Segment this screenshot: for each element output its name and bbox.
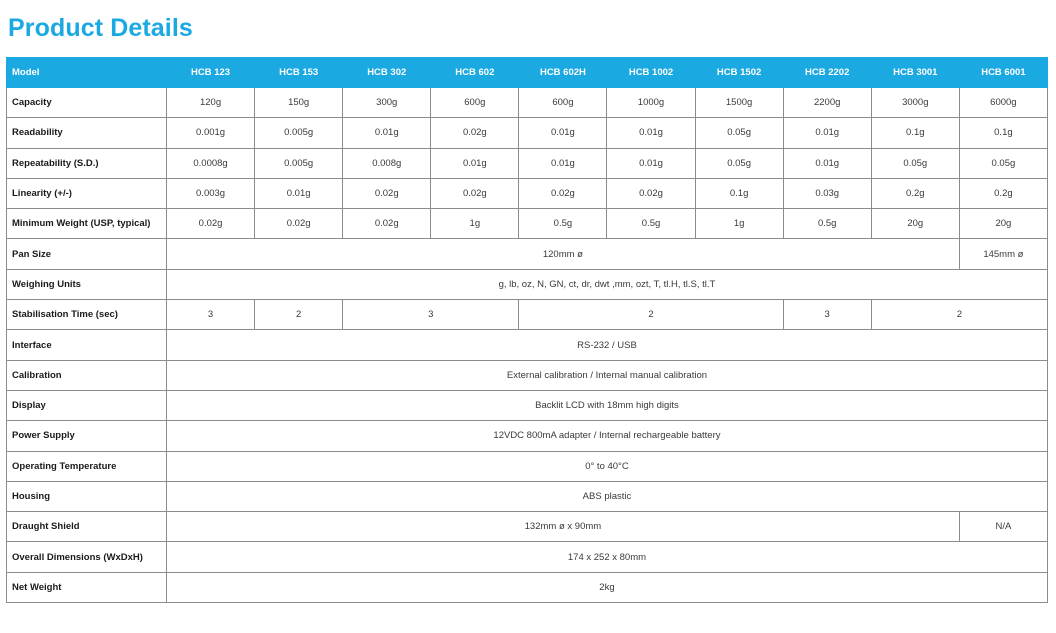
- row-label: Operating Temperature: [7, 451, 167, 481]
- table-cell: 0.5g: [519, 209, 607, 239]
- model-header: HCB 6001: [959, 58, 1047, 88]
- row-label: Stabilisation Time (sec): [7, 300, 167, 330]
- table-cell: 0.005g: [255, 148, 343, 178]
- table-row: [7, 512, 1048, 542]
- table-row: [7, 178, 1048, 208]
- page-title: Product Details: [8, 14, 193, 42]
- table-cell: 0.5g: [607, 209, 695, 239]
- table-cell: 150g: [255, 88, 343, 118]
- table-cell: 2kg: [167, 572, 1048, 602]
- table-cell: 0.05g: [871, 148, 959, 178]
- table-cell: 0.01g: [519, 118, 607, 148]
- model-header: HCB 1502: [695, 58, 783, 88]
- table-cell: 3: [783, 300, 871, 330]
- table-cell: 2: [255, 300, 343, 330]
- row-label: Overall Dimensions (WxDxH): [7, 542, 167, 572]
- table-cell: 0.01g: [431, 148, 519, 178]
- table-cell: 1500g: [695, 88, 783, 118]
- table-cell: 0.1g: [959, 118, 1047, 148]
- table-cell: 0.5g: [783, 209, 871, 239]
- table-cell: 0.03g: [783, 178, 871, 208]
- table-row: [7, 88, 1048, 118]
- table-row: [7, 118, 1048, 148]
- table-cell: Backlit LCD with 18mm high digits: [167, 390, 1048, 420]
- table-row: [7, 542, 1048, 572]
- table-cell: 0.01g: [783, 118, 871, 148]
- row-label: Calibration: [7, 360, 167, 390]
- table-cell: 300g: [343, 88, 431, 118]
- table-cell: g, lb, oz, N, GN, ct, dr, dwt ,mm, ozt, T, tl.H, tl.S, tl.T: [167, 269, 1048, 299]
- row-label: Housing: [7, 481, 167, 511]
- table-cell: 174 x 252 x 80mm: [167, 542, 1048, 572]
- header-row: [7, 58, 1048, 88]
- table-cell: 0.01g: [343, 118, 431, 148]
- table-cell: 0.02g: [431, 178, 519, 208]
- table-cell: 0.01g: [607, 118, 695, 148]
- table-row: [7, 209, 1048, 239]
- table-cell: 145mm ø: [959, 239, 1047, 269]
- table-cell: 1g: [431, 209, 519, 239]
- table-cell: 0.02g: [255, 209, 343, 239]
- table-row: [7, 421, 1048, 451]
- table-cell: 0.05g: [959, 148, 1047, 178]
- table-row: [7, 239, 1048, 269]
- table-cell: 0.02g: [343, 209, 431, 239]
- table-cell: 0.003g: [167, 178, 255, 208]
- table-cell: N/A: [959, 512, 1047, 542]
- table-cell: RS-232 / USB: [167, 330, 1048, 360]
- table-row: [7, 572, 1048, 602]
- model-header: HCB 2202: [783, 58, 871, 88]
- row-label: Capacity: [7, 88, 167, 118]
- row-label: Draught Shield: [7, 512, 167, 542]
- spec-table-body: [7, 88, 1048, 603]
- table-cell: 0.02g: [519, 178, 607, 208]
- table-cell: 1000g: [607, 88, 695, 118]
- table-cell: 0.0008g: [167, 148, 255, 178]
- table-cell: 0.01g: [255, 178, 343, 208]
- table-cell: 3: [167, 300, 255, 330]
- table-cell: 0.005g: [255, 118, 343, 148]
- table-cell: 1g: [695, 209, 783, 239]
- table-cell: ABS plastic: [167, 481, 1048, 511]
- table-cell: 0.008g: [343, 148, 431, 178]
- row-label: Pan Size: [7, 239, 167, 269]
- model-header: HCB 302: [343, 58, 431, 88]
- model-header: HCB 602: [431, 58, 519, 88]
- table-cell: 0.02g: [431, 118, 519, 148]
- table-cell: 3000g: [871, 88, 959, 118]
- table-cell: 120mm ø: [167, 239, 960, 269]
- table-row: [7, 300, 1048, 330]
- table-row: [7, 360, 1048, 390]
- table-cell: 0.05g: [695, 118, 783, 148]
- table-cell: 3: [343, 300, 519, 330]
- table-cell: 0.01g: [783, 148, 871, 178]
- row-label: Minimum Weight (USP, typical): [7, 209, 167, 239]
- table-cell: 2200g: [783, 88, 871, 118]
- table-row: [7, 269, 1048, 299]
- row-label: Display: [7, 390, 167, 420]
- table-cell: 132mm ø x 90mm: [167, 512, 960, 542]
- table-cell: 0.001g: [167, 118, 255, 148]
- table-cell: 600g: [519, 88, 607, 118]
- table-cell: 0.2g: [871, 178, 959, 208]
- table-cell: 0.02g: [607, 178, 695, 208]
- table-cell: 6000g: [959, 88, 1047, 118]
- row-label: Linearity (+/-): [7, 178, 167, 208]
- table-cell: 2: [871, 300, 1047, 330]
- table-cell: 12VDC 800mA adapter / Internal rechargeable battery: [167, 421, 1048, 451]
- table-cell: 0° to 40°C: [167, 451, 1048, 481]
- model-header: HCB 153: [255, 58, 343, 88]
- spec-table: [6, 57, 1048, 603]
- table-cell: 0.01g: [607, 148, 695, 178]
- row-label: Power Supply: [7, 421, 167, 451]
- table-cell: 2: [519, 300, 783, 330]
- table-cell: 120g: [167, 88, 255, 118]
- model-header: HCB 3001: [871, 58, 959, 88]
- table-row: [7, 148, 1048, 178]
- table-cell: 0.1g: [871, 118, 959, 148]
- row-label: Weighing Units: [7, 269, 167, 299]
- table-cell: 20g: [871, 209, 959, 239]
- table-cell: 20g: [959, 209, 1047, 239]
- table-row: [7, 481, 1048, 511]
- row-label: Repeatability (S.D.): [7, 148, 167, 178]
- model-header: HCB 123: [167, 58, 255, 88]
- model-header: HCB 1002: [607, 58, 695, 88]
- table-cell: 0.05g: [695, 148, 783, 178]
- row-label: Readability: [7, 118, 167, 148]
- table-cell: External calibration / Internal manual calibration: [167, 360, 1048, 390]
- row-label: Net Weight: [7, 572, 167, 602]
- header-label: Model: [7, 58, 167, 88]
- table-cell: 0.1g: [695, 178, 783, 208]
- table-cell: 0.02g: [343, 178, 431, 208]
- table-cell: 600g: [431, 88, 519, 118]
- table-row: [7, 330, 1048, 360]
- table-cell: 0.02g: [167, 209, 255, 239]
- table-row: [7, 390, 1048, 420]
- table-cell: 0.01g: [519, 148, 607, 178]
- table-cell: 0.2g: [959, 178, 1047, 208]
- model-header: HCB 602H: [519, 58, 607, 88]
- table-row: [7, 451, 1048, 481]
- row-label: Interface: [7, 330, 167, 360]
